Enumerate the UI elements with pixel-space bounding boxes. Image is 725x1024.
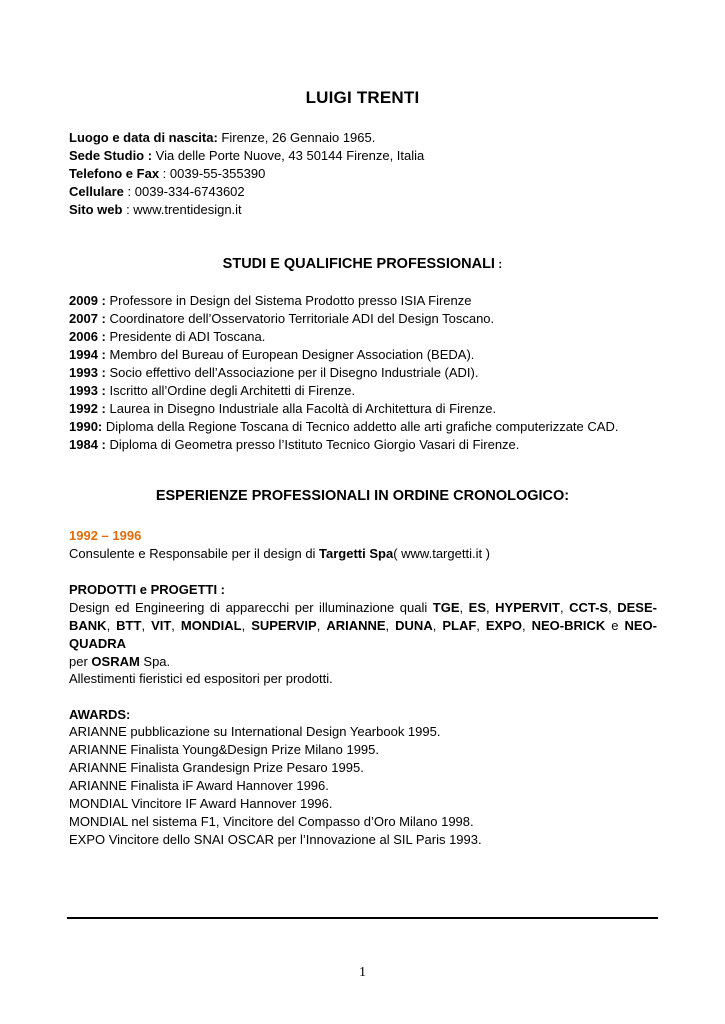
study-year: 1994 : [69, 347, 106, 362]
contact-value: Firenze, 26 Gennaio 1965. [217, 130, 376, 145]
role-text: Consulente e Responsabile per il design di [69, 546, 320, 561]
award-item: MONDIAL nel sistema F1, Vincitore del Compasso d’Oro Milano 1998. [69, 814, 474, 829]
products-heading: PRODOTTI e PROGETTI : [69, 582, 226, 597]
products-client: OSRAM [91, 654, 140, 669]
footer-divider [67, 917, 658, 919]
product-name: NEO-BRICK [531, 618, 606, 633]
study-text: Laurea in Disegno Industriale alla Facoltà di Architettura di Firenze. [105, 401, 497, 416]
product-name: HYPERVIT [495, 600, 560, 615]
product-name: NEO-QUADRA [69, 618, 657, 651]
study-text: Coordinatore dell’Osservatorio Territoriale ADI del Design Toscano. [105, 311, 495, 326]
contact-value: : www.trentidesign.it [122, 202, 242, 217]
study-year: 2007 : [69, 311, 106, 326]
product-name: CCT-S [569, 600, 609, 615]
award-item: ARIANNE Finalista Young&Design Prize Milano 1995. [69, 742, 380, 757]
company-name: Targetti Spa [319, 546, 394, 561]
study-year: 1984 : [69, 437, 106, 452]
product-name: DUNA [395, 618, 433, 633]
study-item [69, 436, 519, 454]
product-name: DESE-BANK [69, 600, 657, 633]
award-item: ARIANNE pubblicazione su International Design Yearbook 1995. [69, 724, 441, 739]
study-year: 1993 : [69, 365, 106, 380]
study-item [69, 310, 494, 328]
study-text: Diploma di Geometra presso l’Istituto Tecnico Giorgio Vasari di Firenze. [105, 437, 520, 452]
experience-role [69, 545, 490, 563]
product-name: VIT [151, 618, 172, 633]
studies-heading [0, 256, 725, 272]
study-year: 1993 : [69, 383, 106, 398]
products-client-suffix: Spa. [139, 654, 171, 669]
product-name: TGE [432, 600, 460, 615]
products-for: per [69, 654, 92, 669]
study-year: 1992 : [69, 401, 106, 416]
contact-birth [69, 129, 375, 147]
study-text: Membro del Bureau of European Designer Association (BEDA). [105, 347, 475, 362]
products-intro: Design ed Engineering di apparecchi per illuminazione quali [69, 600, 433, 615]
study-text: Iscritto all’Ordine degli Architetti di Firenze. [105, 383, 356, 398]
contact-label: Sito web [69, 202, 123, 217]
contact-mobile [69, 183, 245, 201]
product-name: BTT [116, 618, 142, 633]
study-text: Presidente di ADI Toscana. [105, 329, 266, 344]
company-url: ( www.targetti.it ) [393, 546, 491, 561]
award-item: ARIANNE Finalista iF Award Hannover 1996. [69, 778, 329, 793]
study-item [69, 328, 265, 346]
contact-phone [69, 165, 265, 183]
study-item [69, 292, 472, 310]
awards-heading: AWARDS: [69, 707, 131, 722]
product-name: PLAF [442, 618, 477, 633]
contact-label: Telefono e Fax [69, 166, 160, 181]
cv-name-title: LUIGI TRENTI [305, 88, 420, 107]
product-name: ES [468, 600, 486, 615]
contact-value: : 0039-55-355390 [159, 166, 266, 181]
fairs-text: Allestimenti fieristici ed espositori per prodotti. [69, 671, 333, 686]
study-item [69, 418, 618, 436]
study-text: Professore in Design del Sistema Prodotto presso ISIA Firenze [105, 293, 472, 308]
award-item: ARIANNE Finalista Grandesign Prize Pesaro 1995. [69, 760, 364, 775]
experience-period: 1992 – 1996 [69, 528, 142, 543]
studies-heading-text: STUDI E QUALIFICHE PROFESSIONALI [222, 256, 495, 272]
contact-label: Sede Studio : [69, 148, 153, 163]
award-item: MONDIAL Vincitore IF Award Hannover 1996. [69, 796, 333, 811]
product-name: EXPO [485, 618, 523, 633]
contact-value: : 0039-334-6743602 [123, 184, 245, 199]
studies-heading-suffix: : [494, 257, 503, 271]
study-year: 2006 : [69, 329, 106, 344]
products-paragraph: Design ed Engineering di apparecchi per illuminazione quali TGE, ES, HYPERVIT, CCT-S, DESE-BANK, BTT, VIT, MONDIAL, SUPERVIP, ARIANNE, DUNA, PLAF, EXPO, NEO-BRICK e NEO-QUADRA per OSRAM Spa. [69, 600, 657, 669]
page-number: 1 [359, 965, 366, 980]
product-name: SUPERVIP [251, 618, 317, 633]
contact-label: Luogo e data di nascita: [69, 130, 218, 145]
study-item [69, 346, 474, 364]
study-text: Diploma della Regione Toscana di Tecnico addetto alle arti grafiche computerizzate CAD. [102, 419, 619, 434]
study-item [69, 400, 496, 418]
contact-website [69, 201, 242, 219]
study-year: 1990: [69, 419, 103, 434]
product-name: MONDIAL [180, 618, 242, 633]
study-text: Socio effettivo dell’Associazione per il Disegno Industriale (ADI). [105, 365, 479, 380]
award-item: EXPO Vincitore dello SNAI OSCAR per l’Innovazione al SIL Paris 1993. [69, 832, 482, 847]
experience-heading: ESPERIENZE PROFESSIONALI IN ORDINE CRONOLOGICO: [155, 488, 570, 504]
product-name: ARIANNE [326, 618, 386, 633]
contact-value: Via delle Porte Nuove, 43 50144 Firenze, Italia [152, 148, 425, 163]
study-item [69, 364, 478, 382]
contact-label: Cellulare [69, 184, 124, 199]
study-year: 2009 : [69, 293, 106, 308]
contact-studio [69, 147, 424, 165]
study-item [69, 382, 355, 400]
